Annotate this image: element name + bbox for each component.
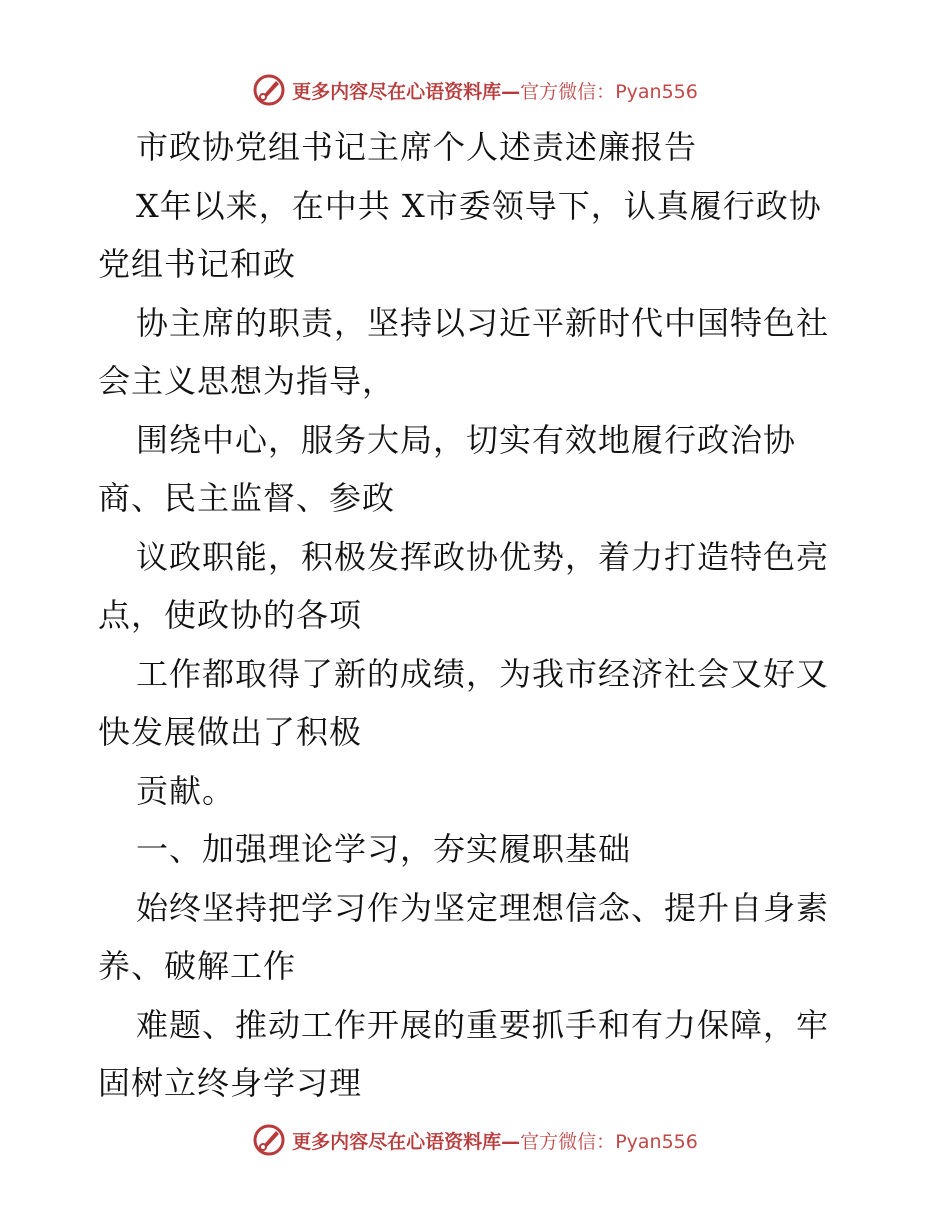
- footer-watermark-banner: [0, 1120, 950, 1160]
- paragraph-line: 点，使政协的各项: [98, 596, 363, 634]
- section-heading: 一、加强理论学习，夯实履职基础: [136, 830, 632, 868]
- paragraph-line: 难题、推动工作开展的重要抓手和有力保障，牢: [136, 1005, 830, 1044]
- paragraph-line: 党组书记和政: [98, 245, 297, 283]
- paragraph-line: 快发展做出了积极: [98, 713, 363, 751]
- paragraph-line: 围绕中心，服务大局，切实有效地履行政治协: [136, 420, 797, 459]
- quill-logo-icon: [252, 1123, 286, 1157]
- paragraph-line: 养、破解工作: [98, 947, 297, 985]
- paragraph-line: 议政职能，积极发挥政协优势，着力打造特色亮: [136, 537, 830, 576]
- paragraph-line: 始终坚持把学习作为坚定理想信念、提升自身素: [136, 888, 830, 927]
- banner-text: 更多内容尽在心语资料库—官方微信：Pyan556: [292, 80, 698, 103]
- document-body: [98, 118, 888, 1113]
- paragraph-line: X年以来，在中共 X市委领导下，认真履行政协: [136, 186, 822, 225]
- paragraph-line: 固树立终身学习理: [98, 1064, 363, 1102]
- banner-text: 更多内容尽在心语资料库—官方微信：Pyan556: [292, 1130, 698, 1153]
- paragraph-line: 贡献。: [136, 771, 236, 810]
- quill-logo-icon: [252, 73, 286, 107]
- paragraph-line: 工作都取得了新的成绩，为我市经济社会又好又: [136, 654, 830, 693]
- document-title: 市政协党组书记主席个人述责述廉报告: [136, 128, 698, 166]
- header-watermark-banner: [0, 70, 950, 110]
- paragraph-line: 会主义思想为指导，: [98, 362, 396, 400]
- paragraph-line: 商、民主监督、参政: [98, 479, 396, 517]
- paragraph-line: 协主席的职责，坚持以习近平新时代中国特色社: [136, 303, 830, 342]
